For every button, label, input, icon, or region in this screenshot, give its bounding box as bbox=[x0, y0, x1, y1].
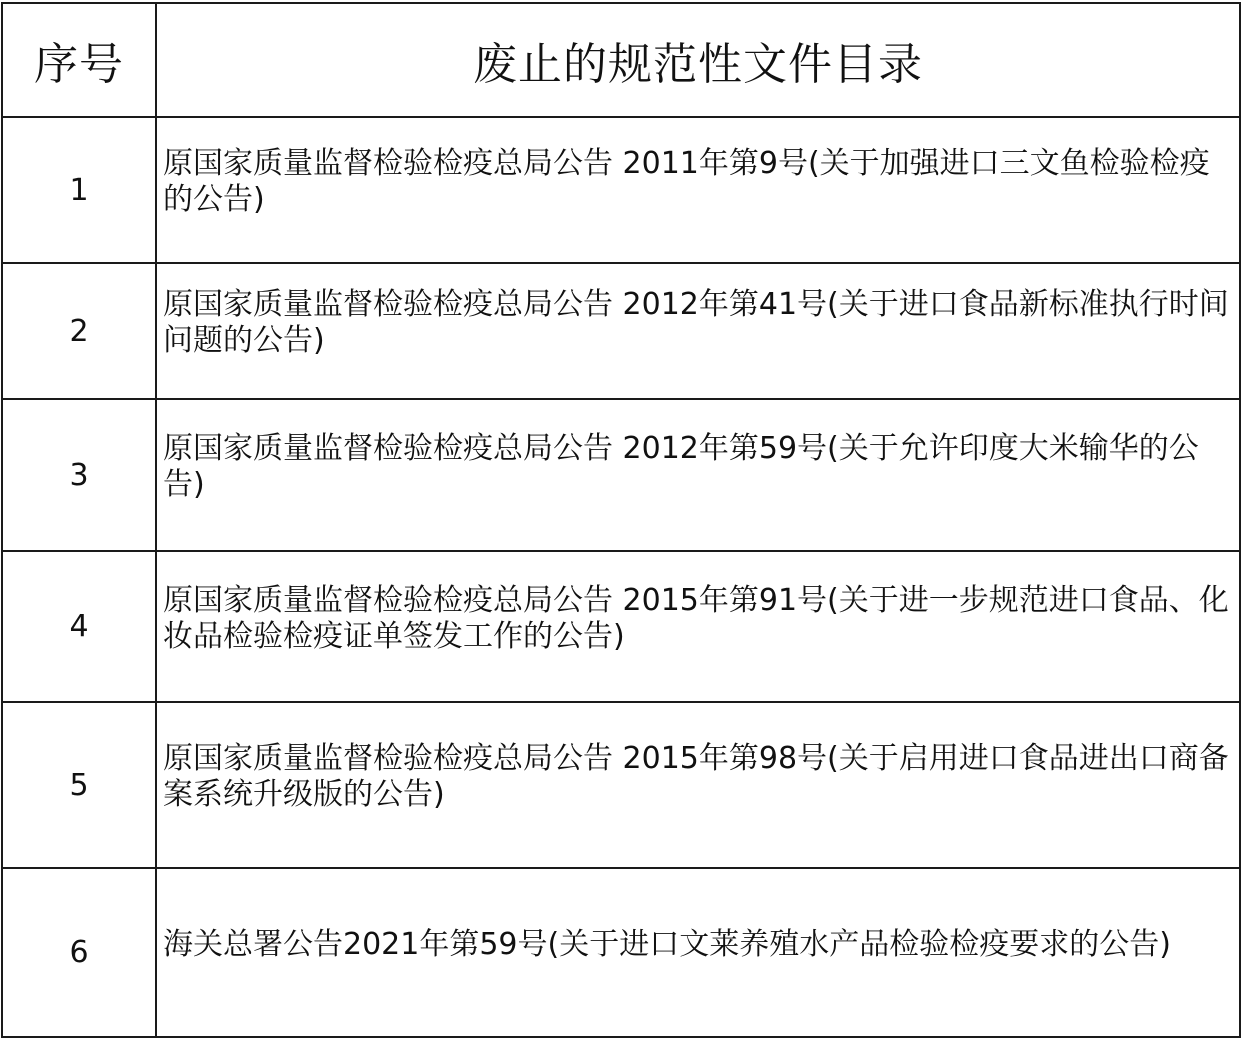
table-row bbox=[2, 551, 1240, 702]
row-number: 2 bbox=[2, 263, 156, 399]
row-number: 4 bbox=[2, 551, 156, 702]
table-row bbox=[2, 263, 1240, 399]
table-row bbox=[2, 117, 1240, 263]
row-title: 原国家质量监督检验检疫总局公告 2012年第41号(关于进口食品新标准执行时间问题的公告) bbox=[163, 287, 1229, 358]
row-title: 原国家质量监督检验检疫总局公告 2011年第9号(关于加强进口三文鱼检验检疫的公告) bbox=[163, 146, 1210, 217]
repealed-documents-table bbox=[1, 2, 1241, 1038]
table-row bbox=[2, 702, 1240, 868]
row-number: 3 bbox=[2, 399, 156, 551]
row-title-cell bbox=[156, 702, 1240, 868]
row-title-cell bbox=[156, 399, 1240, 551]
row-number: 1 bbox=[2, 117, 156, 263]
row-title: 原国家质量监督检验检疫总局公告 2015年第98号(关于启用进口食品进出口商备案系统升级版的公告) bbox=[163, 741, 1229, 812]
header-serial-number: 序号 bbox=[2, 3, 156, 117]
table-header-row bbox=[2, 3, 1240, 117]
row-title-cell bbox=[156, 868, 1240, 1037]
row-number: 6 bbox=[2, 868, 156, 1037]
row-title: 原国家质量监督检验检疫总局公告 2015年第91号(关于进一步规范进口食品、化妆品检验检疫证单签发工作的公告) bbox=[163, 582, 1229, 654]
row-number: 5 bbox=[2, 702, 156, 868]
row-title: 海关总署公告2021年第59号(关于进口文莱养殖水产品检验检疫要求的公告) bbox=[163, 926, 1171, 962]
header-document-title: 废止的规范性文件目录 bbox=[156, 3, 1240, 117]
row-title-cell bbox=[156, 263, 1240, 399]
row-title-cell bbox=[156, 117, 1240, 263]
table-row bbox=[2, 399, 1240, 551]
row-title-cell bbox=[156, 551, 1240, 702]
table-row bbox=[2, 868, 1240, 1037]
row-title: 原国家质量监督检验检疫总局公告 2012年第59号(关于允许印度大米输华的公告) bbox=[163, 431, 1199, 502]
